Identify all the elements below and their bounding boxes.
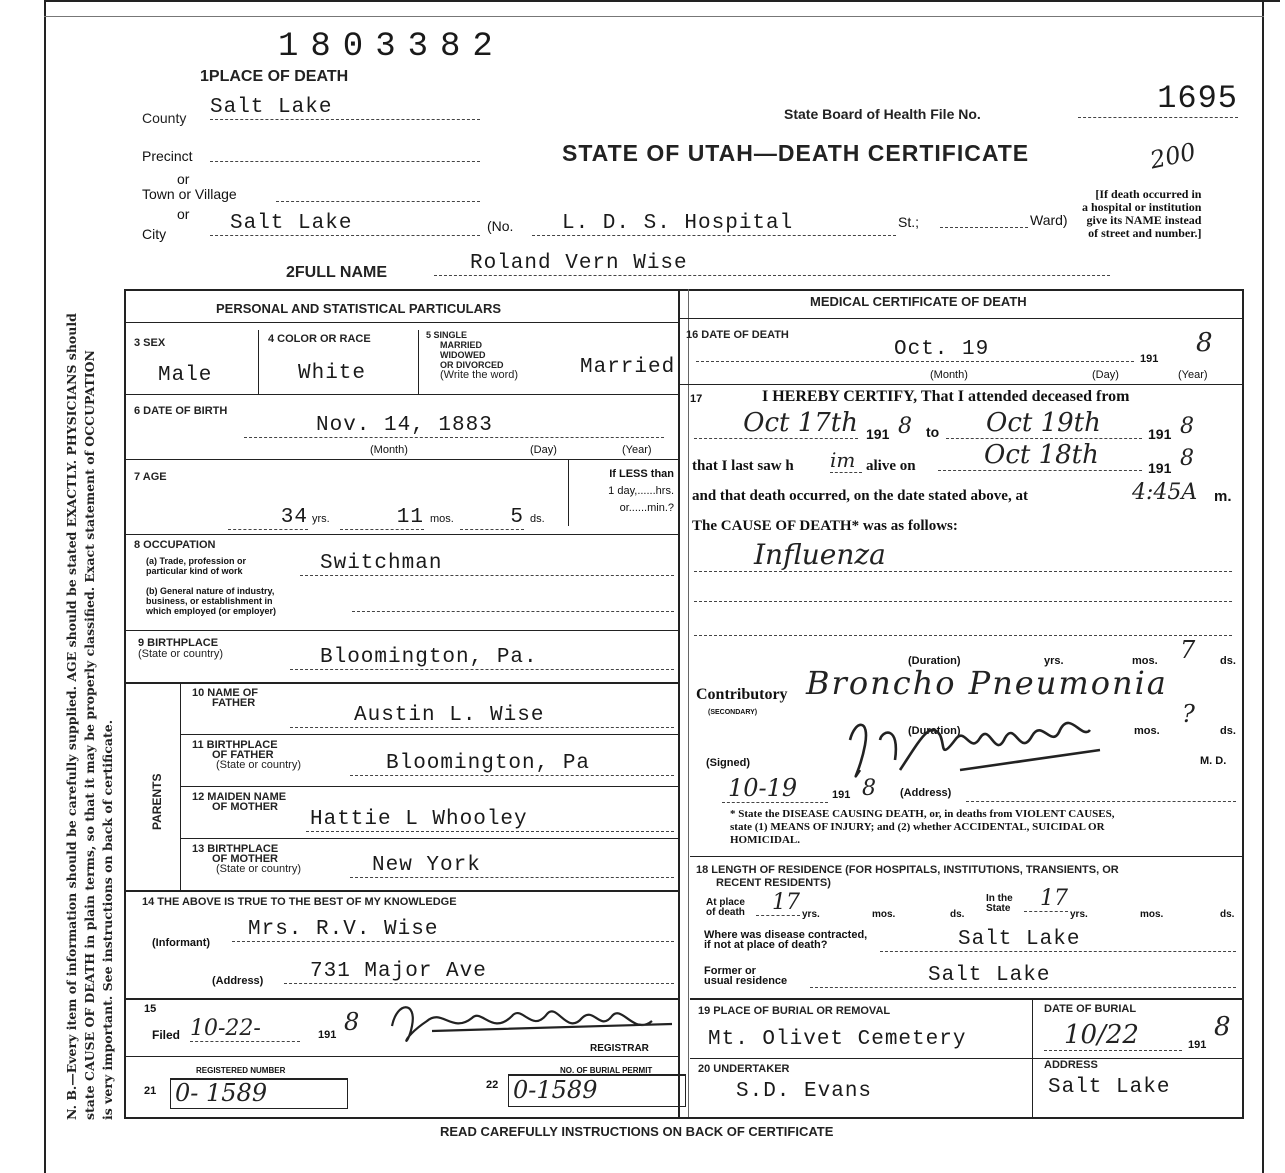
signed-address-field [966, 800, 1236, 802]
registered-number-value: 0- 1589 [170, 1078, 348, 1109]
last-saw-pronoun: im [830, 448, 862, 473]
burial-place-label: 19 PLACE OF BURIAL OR REMOVAL [698, 1005, 891, 1017]
alive-on-label: alive on [866, 458, 916, 474]
mother-birthplace-label: 13 BIRTHPLACE OF MOTHER (State or country) [192, 843, 301, 875]
registrar-label: REGISTRAR [590, 1043, 649, 1054]
or-text-1: or [177, 171, 190, 187]
full-name-value: Roland Vern Wise [434, 252, 1110, 276]
attended-from-date: Oct 17th [694, 408, 858, 439]
cause-value: Influenza [694, 538, 1232, 572]
informant-address-value: 731 Major Ave [284, 960, 674, 984]
burial-year-suffix: 8 [1214, 1012, 1231, 1042]
burial-permit-label: NO. OF BURIAL PERMIT [560, 1066, 653, 1075]
at-place-mos-unit: mos. [872, 909, 896, 920]
at-place-ds-unit: ds. [950, 909, 965, 920]
certificate-title: STATE OF UTAH—DEATH CERTIFICATE [562, 140, 1030, 166]
age-label: 7 AGE [134, 471, 167, 483]
duration-yrs-unit: yrs. [1044, 655, 1064, 667]
burial-permit-value: 0-1589 [508, 1074, 686, 1107]
dob-value: Nov. 14, 1883 [244, 414, 664, 438]
cause-label: The CAUSE OF DEATH* was as follows: [692, 518, 958, 534]
attended-to-year-prefix: 191 [1148, 426, 1172, 442]
burial-date-label: DATE OF BURIAL [1044, 1003, 1137, 1015]
city-label: City [142, 226, 167, 242]
burial-place-value: Mt. Olivet Cemetery [708, 1028, 967, 1051]
color-label: 4 COLOR OR RACE [268, 333, 371, 345]
hospital-note: [If death occurred in a hospital or institution give its NAME instead of street and number.] [1082, 187, 1202, 240]
hospital-value: L. D. S. Hospital [532, 212, 896, 236]
personal-header: PERSONAL AND STATISTICAL PARTICULARS [216, 301, 502, 316]
registered-number-prefix: 21 [144, 1085, 157, 1097]
dob-month-caption: (Month) [370, 444, 408, 456]
contributory-value: Broncho Pneumonia [806, 664, 1168, 702]
attended-from-year-prefix: 191 [866, 426, 890, 442]
knowledge-label: 14 THE ABOVE IS TRUE TO THE BEST OF MY KNOWLEDGE [142, 896, 457, 908]
duration-2-label: (Duration) [908, 725, 961, 737]
undertaker-value: S.D. Evans [736, 1080, 873, 1103]
residence-label: 18 LENGTH OF RESIDENCE (FOR HOSPITALS, INSTITUTIONS, TRANSIENTS, OR RECENT RESIDENTS) [696, 864, 1119, 889]
burial-permit-prefix: 22 [486, 1079, 499, 1091]
filed-label: Filed [152, 1028, 181, 1042]
ward-field [940, 226, 1028, 228]
md-label: M. D. [1200, 755, 1227, 767]
occupation-a-label: (a) Trade, profession or particular kind of work [146, 556, 247, 576]
filed-date-value: 10-22- [190, 1016, 300, 1042]
age-yrs-unit: yrs. [312, 513, 330, 525]
death-year-suffix: 8 [1196, 328, 1213, 358]
burial-date-value: 10/22 [1044, 1020, 1182, 1051]
parents-label: PARENTS [150, 773, 164, 830]
duration-2-mos-unit: mos. [1134, 725, 1160, 737]
contracted-value: Salt Lake [880, 928, 1236, 952]
town-field [276, 200, 480, 202]
death-month-caption: (Month) [930, 369, 968, 381]
age-days: 5 [460, 506, 524, 530]
at-place-yrs-unit: yrs. [802, 909, 820, 920]
in-state-years: 17 [1024, 886, 1068, 912]
less-than-day: If LESS than 1 day,......hrs. or......min.? [608, 468, 674, 514]
attended-to-year: 8 [1180, 414, 1194, 439]
duration-2-months-value: ? [1182, 700, 1195, 728]
cause-line-3 [694, 634, 1232, 636]
undertaker-address-label: ADDRESS [1044, 1059, 1098, 1071]
former-residence-label: Former or usual residence [704, 965, 788, 987]
occupation-b-field [352, 610, 674, 612]
signed-date-value: 10-19 [722, 774, 828, 803]
registered-number-label: REGISTERED NUMBER [196, 1066, 286, 1075]
last-saw-label: that I last saw h [692, 458, 794, 474]
last-saw-year: 8 [1180, 446, 1194, 471]
age-mos-unit: mos. [430, 513, 454, 525]
death-year-caption: (Year) [1178, 369, 1208, 381]
dob-day-caption: (Day) [530, 444, 557, 456]
county-value: Salt Lake [210, 96, 480, 120]
cause-footnote: * State the DISEASE CAUSING DEATH, or, in deaths from VIOLENT CAUSES, state (1) MEANS OF INJURY; and (2) whether ACCIDENTAL, SUICIDAL OR HOMICIDAL. [730, 808, 1115, 846]
footer-instructions: READ CAREFULLY INSTRUCTIONS ON BACK OF CERTIFICATE [440, 1124, 834, 1139]
signed-label: (Signed) [706, 757, 750, 769]
filed-section-number: 15 [144, 1003, 157, 1015]
file-number-value: 1695 [1078, 80, 1238, 118]
town-label: Town or Village [142, 186, 237, 202]
or-text-2: or [177, 206, 190, 222]
occupation-value: Switchman [300, 552, 674, 576]
handwritten-number: 200 [1147, 137, 1199, 175]
at-place-label: At place of death [706, 897, 745, 918]
occupation-label: 8 OCCUPATION [134, 539, 216, 551]
precinct-label: Precinct [142, 148, 193, 164]
age-ds-unit: ds. [530, 513, 545, 525]
duration-label: (Duration) [908, 655, 961, 667]
secondary-label: (SECONDARY) [708, 709, 758, 716]
street-label: St.; [898, 214, 920, 230]
to-label: to [926, 424, 940, 440]
birthplace-label: 9 BIRTHPLACE (State or country) [138, 637, 223, 660]
precinct-field [210, 160, 480, 162]
death-time: 4:45A [1132, 480, 1198, 505]
attended-from-year: 8 [898, 414, 912, 439]
dob-year-caption: (Year) [622, 444, 652, 456]
duration-months-value: 7 [1180, 636, 1196, 664]
duration-mos-unit: mos. [1132, 655, 1158, 667]
file-number-label: State Board of Health File No. [784, 106, 981, 122]
signed-year-value: 8 [862, 776, 876, 801]
death-day-caption: (Day) [1092, 369, 1119, 381]
registrar-signature [372, 996, 682, 1046]
certify-text: I HEREBY CERTIFY, That I attended deceased from [762, 388, 1130, 405]
sex-label: 3 SEX [134, 337, 166, 349]
death-occurred-label: and that death occurred, on the date stated above, at [692, 488, 1028, 504]
sidebar-note-1: N. B.—Every item of information should be carefully supplied. AGE should be stated EXACTLY. PHYSICIANS should [64, 313, 79, 1120]
color-value: White [298, 362, 367, 385]
dob-label: 6 DATE OF BIRTH [134, 405, 228, 417]
occupation-b-label: (b) General nature of industry, business, or establishment in which employed (or employer) [146, 586, 277, 616]
father-name-value: Austin L. Wise [290, 704, 674, 728]
street-no-label: (No. [487, 218, 514, 234]
undertaker-label: 20 UNDERTAKER [698, 1063, 790, 1075]
marital-value: Married [580, 356, 676, 379]
contributory-label: Contributory [696, 686, 788, 703]
father-birthplace-value: Bloomington, Pa [350, 752, 674, 776]
duration-2-ds-unit: ds. [1220, 725, 1236, 737]
former-residence-value: Salt Lake [810, 964, 1236, 988]
contracted-label: Where was disease contracted, if not at place of death? [704, 929, 868, 951]
last-saw-date: Oct 18th [938, 440, 1142, 471]
informant-address-label: (Address) [212, 975, 264, 987]
city-value: Salt Lake [210, 212, 480, 236]
mother-birthplace-value: New York [350, 854, 674, 878]
informant-label: (Informant) [152, 937, 211, 949]
birthplace-value: Bloomington, Pa. [290, 646, 674, 670]
stamp-number: 1803382 [278, 28, 505, 66]
place-of-death-heading: 1PLACE OF DEATH [200, 68, 349, 85]
signed-address-label: (Address) [900, 787, 952, 799]
undertaker-address-value: Salt Lake [1048, 1076, 1171, 1099]
death-year-prefix: 191 [1140, 353, 1159, 365]
date-of-death-value: Oct. 19 [696, 338, 1134, 362]
mother-name-value: Hattie L Whooley [306, 808, 674, 832]
filed-year-prefix: 191 [318, 1029, 337, 1041]
age-years: 34 [228, 506, 308, 530]
filed-year-suffix: 8 [344, 1008, 360, 1036]
county-label: County [142, 110, 187, 126]
age-months: 11 [340, 506, 424, 530]
date-of-death-label: 16 DATE OF DEATH [686, 329, 789, 341]
in-state-label: In the State [986, 893, 1013, 914]
full-name-label: 2FULL NAME [286, 264, 388, 281]
marital-label: 5 SINGLE MARRIED WIDOWED OR DIVORCED (Write the word) [426, 330, 519, 381]
father-birthplace-label: 11 BIRTHPLACE OF FATHER (State or country) [192, 739, 301, 771]
sex-value: Male [158, 364, 213, 387]
in-state-mos-unit: mos. [1140, 909, 1164, 920]
attended-to-date: Oct 19th [946, 408, 1142, 439]
in-state-ds-unit: ds. [1220, 909, 1235, 920]
medical-header: MEDICAL CERTIFICATE OF DEATH [810, 294, 1027, 309]
sidebar-note-3: is very important. See instructions on back of certificate. [100, 719, 115, 1120]
sidebar-note-2: state CAUSE OF DEATH in plain terms, so that it may be properly classified. Exact statement of OCCUPATION [82, 350, 97, 1120]
at-place-years: 17 [756, 890, 800, 916]
ward-label: Ward) [1030, 212, 1068, 228]
in-state-yrs-unit: yrs. [1070, 909, 1088, 920]
death-time-suffix: m. [1214, 488, 1232, 505]
informant-value: Mrs. R.V. Wise [232, 918, 674, 942]
cause-line-2 [694, 600, 1232, 602]
mother-name-label: 12 MAIDEN NAME OF MOTHER [192, 791, 287, 813]
burial-year-prefix: 191 [1188, 1039, 1207, 1051]
duration-ds-unit: ds. [1220, 655, 1236, 667]
last-saw-year-prefix: 191 [1148, 460, 1172, 476]
father-name-label: 10 NAME OF FATHER [192, 687, 259, 709]
certify-section-number: 17 [690, 393, 703, 405]
signed-year-prefix: 191 [832, 789, 851, 801]
